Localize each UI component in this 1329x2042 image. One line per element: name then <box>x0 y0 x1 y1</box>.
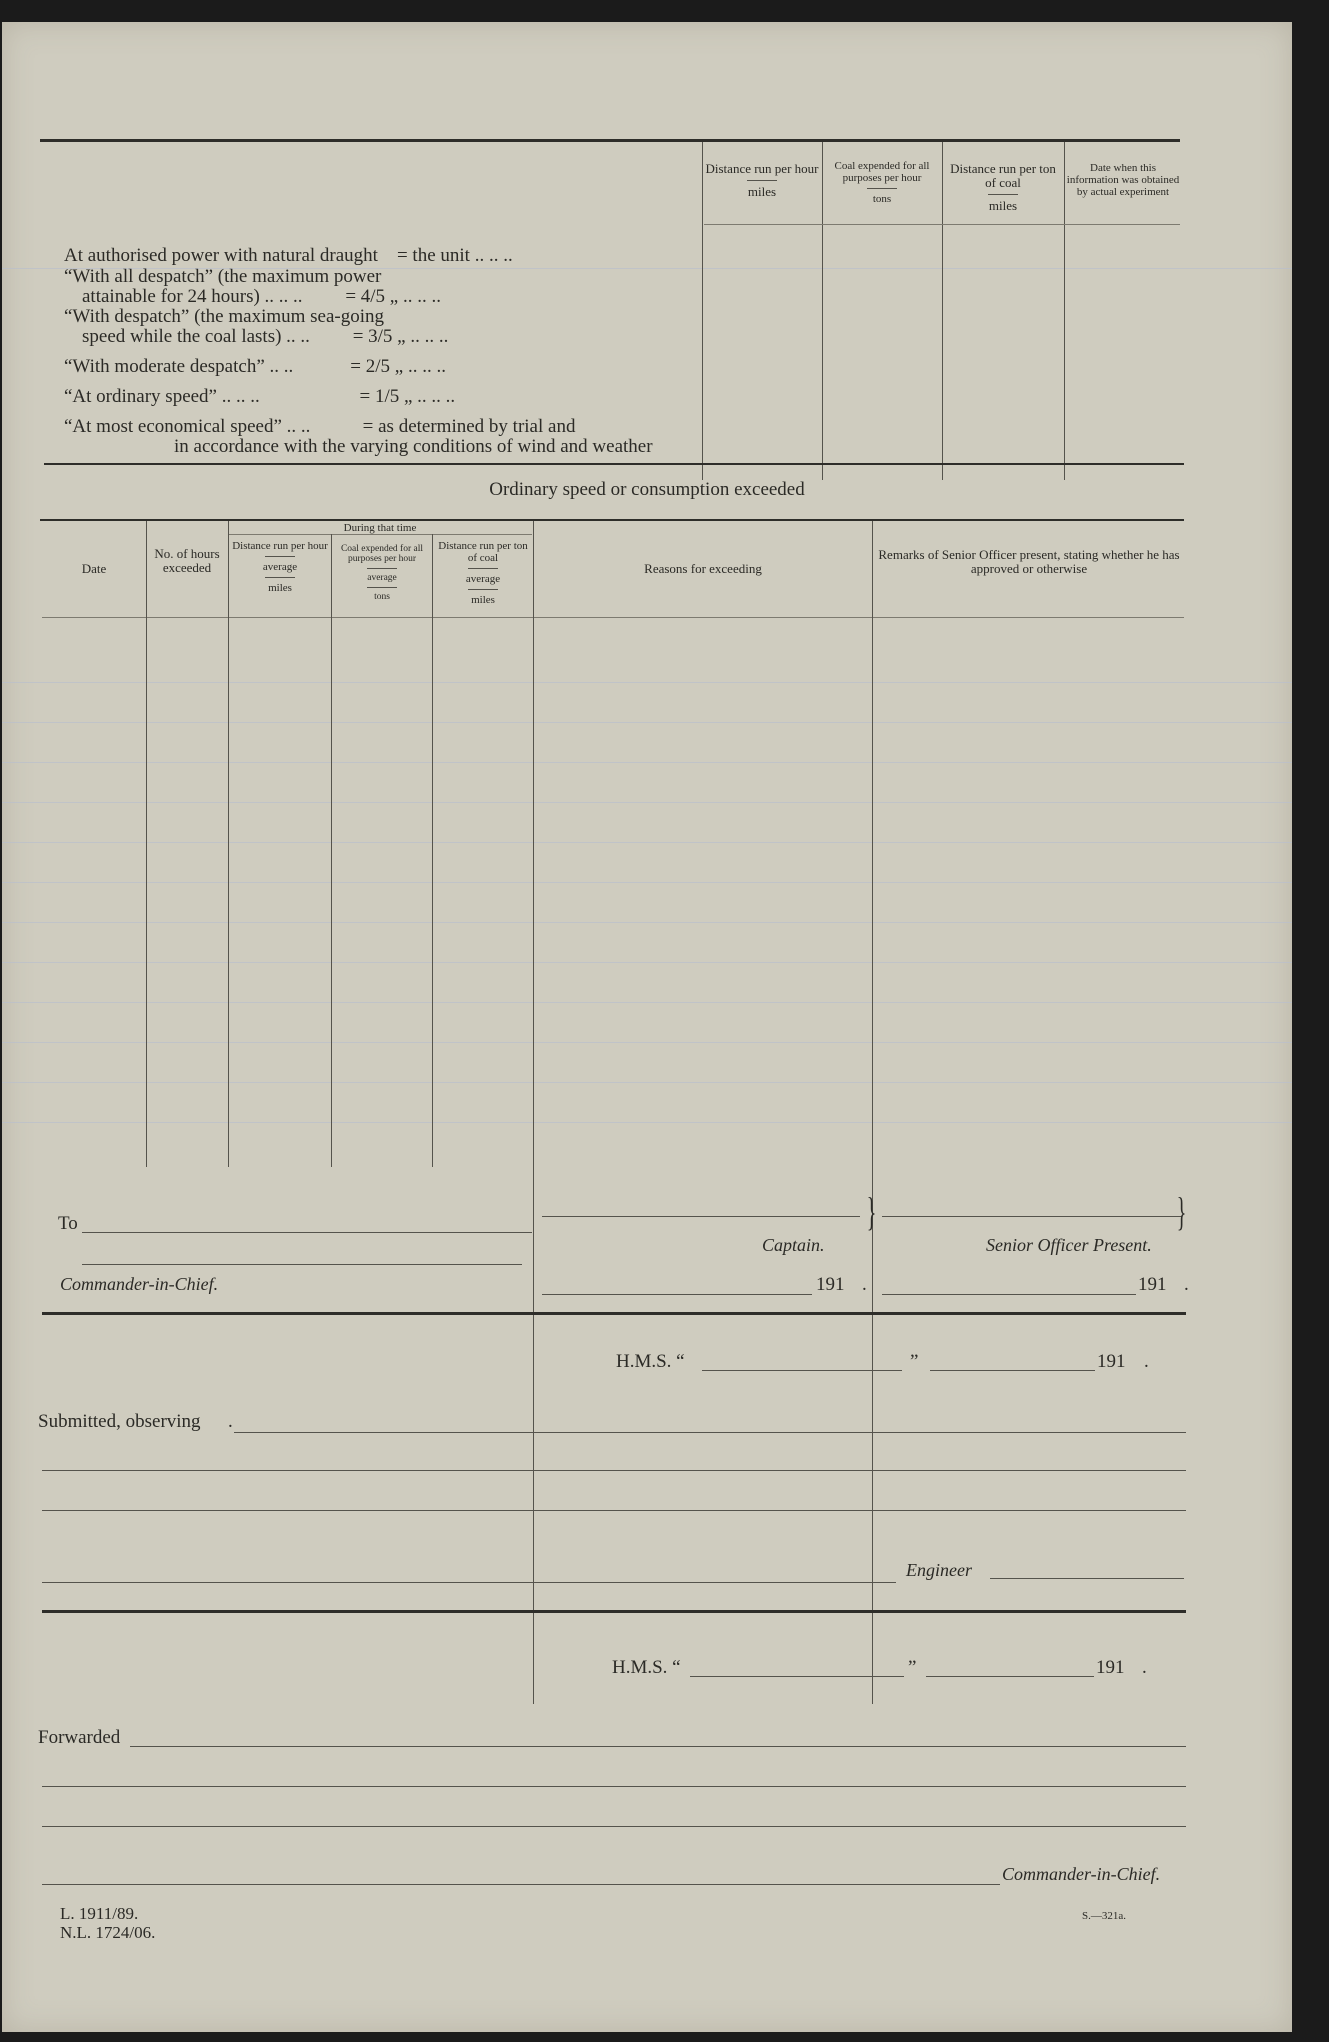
speed-row-6b: in accordance with the varying conditions of wind and weather <box>174 436 653 457</box>
col-avg-coal: Coal expended for all purposes per hour average tons <box>340 544 424 602</box>
captain-label: Captain. <box>762 1235 825 1255</box>
col-distance-run: Distance run per hour miles <box>705 161 819 199</box>
col-coal-expended: Coal expended for all purposes per hour tons <box>834 160 930 205</box>
captain-year: 191 <box>816 1274 845 1295</box>
form-reference: L. 1911/89. N.L. 1724/06. <box>60 1904 156 1942</box>
col-remarks: Remarks of Senior Officer present, stating whether he has approved or otherwise <box>878 547 1180 576</box>
col-avg-distance-per-ton: Distance run per ton of coal average miles <box>438 540 528 606</box>
speed-row-2b: attainable for 24 hours) .. .. .. = 4/5 „ .. .. .. <box>82 286 441 307</box>
to-label: To <box>58 1213 78 1234</box>
speed-row-3a: “With despatch” (the maximum sea-going <box>64 306 385 327</box>
forwarded-commander-label: Commander-in-Chief. <box>1002 1864 1161 1884</box>
speed-row-1: At authorised power with natural draught = the unit .. .. .. <box>64 245 513 266</box>
hms-label-1: H.M.S. “ <box>616 1351 685 1372</box>
hms-year-2: 191 <box>1096 1657 1125 1678</box>
col-avg-distance: Distance run per hour average miles <box>232 540 328 594</box>
during-that-time: During that time <box>343 522 417 534</box>
engineer-label: Engineer <box>906 1560 972 1580</box>
commander-in-chief-label: Commander-in-Chief. <box>60 1274 219 1294</box>
form-page: Distance run per hour miles Coal expended for all purposes per hour tons Distance run per ton of coal miles Date when this information was obtained by actual experiment At authorised power with natural draught = the unit .. .. .. “With all despatch” (the maximum power attainable for 24 hours) .. .. .. = 4/5 „ .. .. .. “With despatch” (the maximum sea-going speed while the coal lasts) .. .. = 3/5 „ .. .. .. “With moderate despatch” .. .. = 2/5 „ .. .. .. “At ordinary speed” .. .. .. = 1/5 „ .. .. .. “At most economical speed” .. .. = as determined by trial and in accordance with the varying conditions of wind and weather Ordinary speed or consumption exceeded During that time Date No. of hours exceeded Distance run per hour average miles Coal expended for all purposes per hour average tons Distance run per ton of coal average miles Reasons for exceeding Remarks of Senior Officer present, stating whether he has approved or otherwise To Commander-in-Chief. Captain. } 191 . Senior Officer Present. } 191 . H.M.S. “ ” 191 . Submitted, observing . Engineer H.M.S. “ ” 191 . Forwarded Commander-in-Chief. L. 1911/89. N.L. 1724/06. S.—321a. <box>2 22 1292 2032</box>
hms-label-2: H.M.S. “ <box>612 1657 681 1678</box>
speed-row-5: “At ordinary speed” .. .. .. = 1/5 „ .. .. .. <box>64 386 456 407</box>
col-distance-per-ton: Distance run per ton of coal miles <box>950 161 1056 213</box>
senior-officer-year: 191 <box>1138 1274 1167 1295</box>
form-number: S.—321a. <box>1082 1910 1126 1922</box>
speed-row-2a: “With all despatch” (the maximum power <box>64 266 382 287</box>
col-date: Date <box>81 561 107 576</box>
hms-year-1: 191 <box>1097 1351 1126 1372</box>
speed-row-6a: “At most economical speed” .. .. = as determined by trial and <box>64 416 576 437</box>
top-rule <box>40 139 1180 142</box>
col-hours-exceeded: No. of hours exceeded <box>154 546 220 575</box>
col-date-experiment: Date when this information was obtained by actual experiment <box>1066 162 1180 198</box>
submitted-observing-label: Submitted, observing <box>38 1411 201 1432</box>
speed-row-3b: speed while the coal lasts) .. .. = 3/5 „ .. .. .. <box>82 326 449 347</box>
exceeded-title: Ordinary speed or consumption exceeded <box>489 479 805 500</box>
forwarded-label: Forwarded <box>38 1727 121 1748</box>
speed-row-4: “With moderate despatch” .. .. = 2/5 „ .. .. .. <box>64 356 446 377</box>
senior-officer-label: Senior Officer Present. <box>986 1235 1152 1255</box>
col-reasons: Reasons for exceeding <box>644 561 762 576</box>
